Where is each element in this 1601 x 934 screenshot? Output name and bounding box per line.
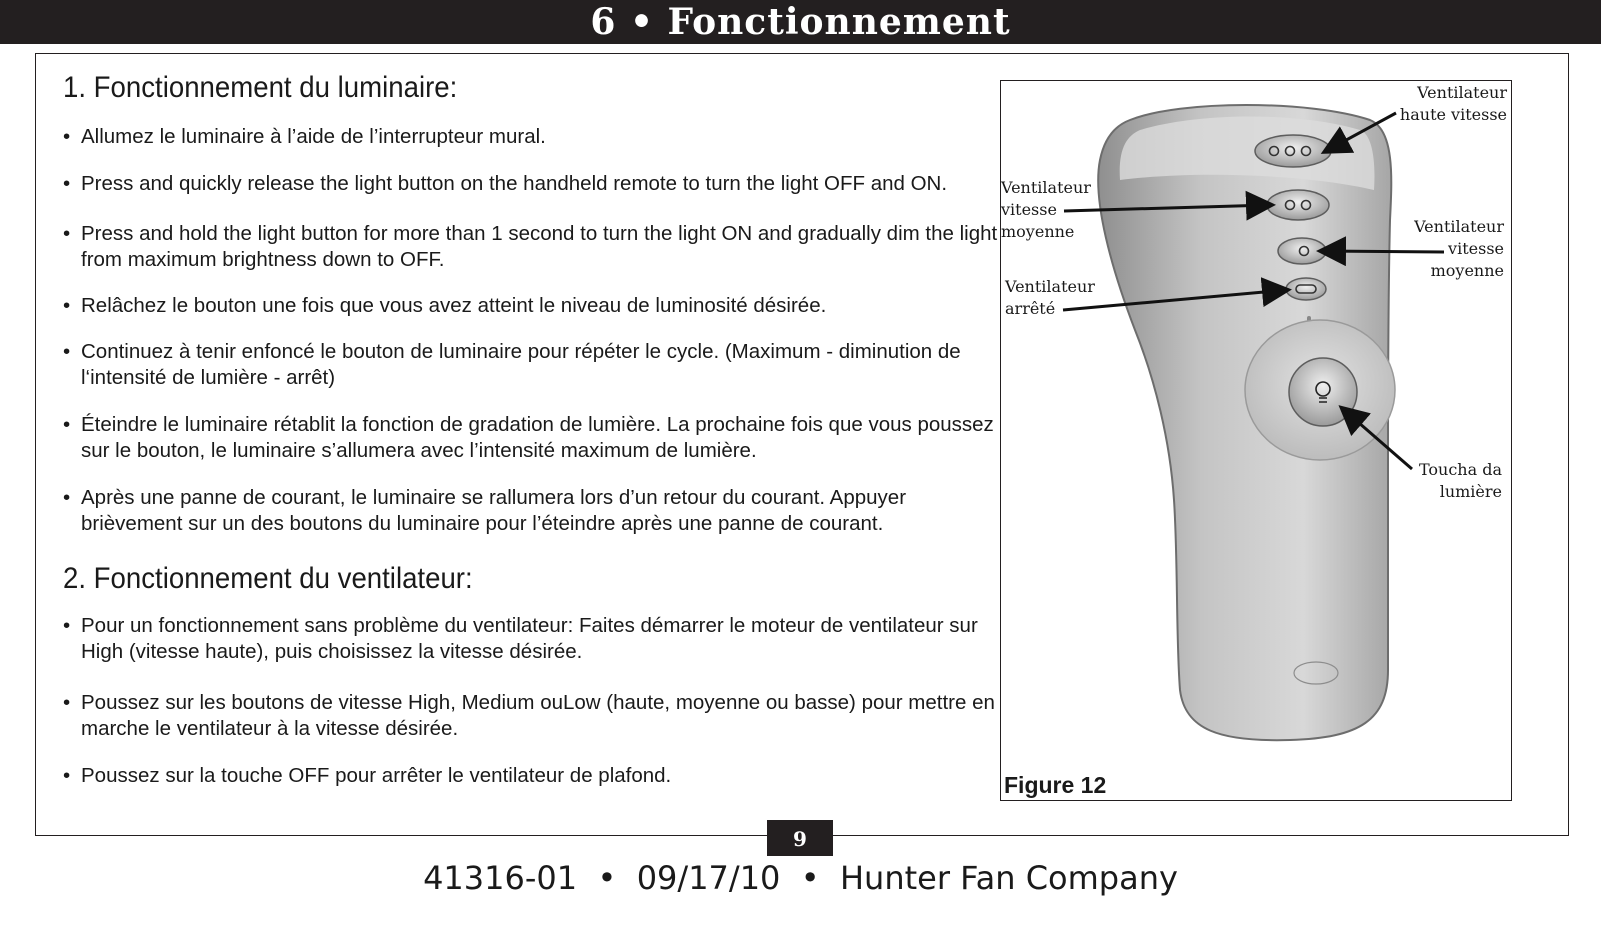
section-heading-light: 1. Fonctionnement du luminaire: <box>63 71 458 104</box>
list-item: • Pour un fonctionnement sans problème du ventilateur: Faites démarrer le moteur de ventilateur sur High (vitesse haute), puis choisissez la vitesse désirée. <box>63 613 1003 665</box>
low-speed-button <box>1278 238 1326 264</box>
callout-high-speed: Ventilateur haute vitesse <box>1399 83 1507 124</box>
list-item: • Press and quickly release the light button on the handheld remote to turn the light OFF and ON. <box>63 171 1003 197</box>
callout-light-button: Toucha da lumière <box>1418 460 1502 501</box>
figure-caption: Figure 12 <box>1004 772 1107 798</box>
callout-medium-speed-right: Ventilateur vitesse moyenne <box>1414 217 1504 280</box>
callout-medium-speed-left: Ventilateur vitesse moyenne <box>1001 178 1091 241</box>
list-item: • Poussez sur la touche OFF pour arrêter le ventilateur de plafond. <box>63 763 1003 789</box>
page-title: 6 • Fonctionnement <box>590 1 1011 43</box>
list-item: • Allumez le luminaire à l’aide de l’interrupteur mural. <box>63 124 1003 150</box>
list-item: • Continuez à tenir enfoncé le bouton de luminaire pour répéter le cycle. (Maximum - diminution de l‘intensité de lumière - arrêt) <box>63 339 1003 391</box>
footer-doc-info: 41316-01 • 09/17/10 • Hunter Fan Company <box>423 859 1178 897</box>
list-item: • Relâchez le bouton une fois que vous avez atteint le niveau de luminosité désirée. <box>63 293 1003 319</box>
medium-speed-button <box>1267 190 1329 220</box>
section-heading-fan: 2. Fonctionnement du ventilateur: <box>63 562 473 595</box>
list-item: • Press and hold the light button for more than 1 second to turn the light ON and gradually dim the light from maximum brightness down to OFF. <box>63 221 1003 273</box>
callout-fan-off: Ventilateur arrêté <box>1005 277 1095 318</box>
page-number: 9 <box>767 820 833 856</box>
list-item: • Après une panne de courant, le luminaire se rallumera lors d’un retour du courant. Appuyer brièvement sur un des boutons du luminaire pour l’éteindre après une panne de courant. <box>63 485 1003 537</box>
fan-off-button <box>1286 278 1326 300</box>
high-speed-button <box>1255 135 1331 167</box>
list-item: • Éteindre le luminaire rétablit la fonction de gradation de lumière. La prochaine fois que vous poussez sur le bouton, le luminaire s’allumera avec l’intensité maximum de lumière. <box>63 412 1003 464</box>
light-button <box>1245 320 1395 460</box>
list-item: • Poussez sur les boutons de vitesse High, Medium ouLow (haute, moyenne ou basse) pour mettre en marche le ventilateur à la vitesse désirée. <box>63 690 1003 742</box>
